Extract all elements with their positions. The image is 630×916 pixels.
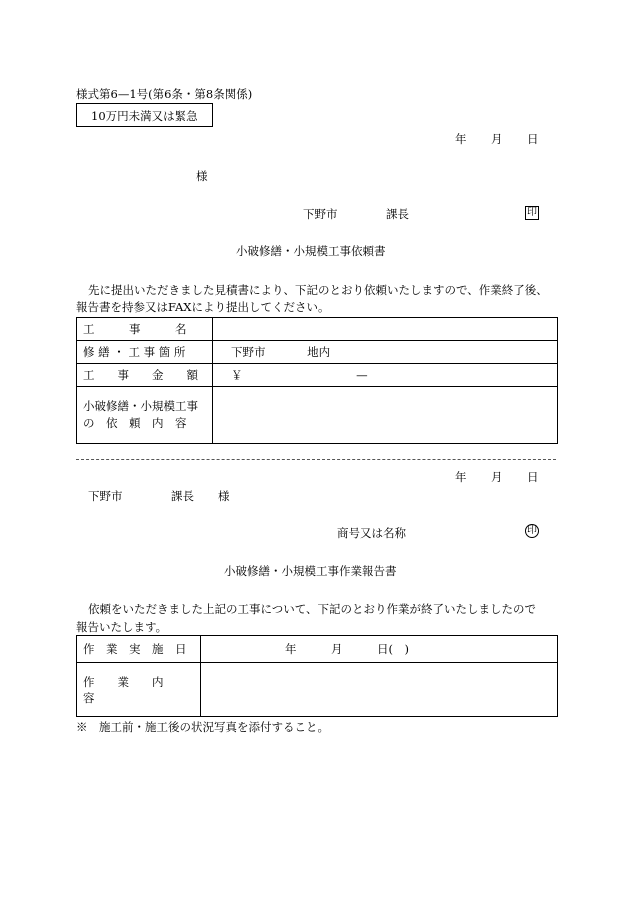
request-date-month: 月 [491,132,503,146]
request-title: 小破修繕・小規模工事依頼書 [236,244,386,258]
report-table [76,635,558,717]
request-body-line1: 先に提出いただきました見積書により、下記のとおり依頼いたしますので、作業終了後、 [88,283,548,297]
photo-note: ※ 施工前・施工後の状況写真を添付すること。 [76,720,329,734]
amount-dash: — [356,368,368,382]
work-content-value[interactable] [201,663,558,717]
report-title: 小破修繕・小規模工事作業報告書 [224,564,397,578]
request-content-label-line1: 小破修繕・小規模工事 [83,399,198,413]
report-addressee-title: 課長 [171,489,194,503]
request-table [76,317,558,444]
report-addressee-suffix: 様 [218,489,230,503]
construction-location-value[interactable] [213,341,558,364]
location-city: 下野市 [231,345,266,359]
construction-amount-label: 工 事 金 額 [77,364,213,387]
request-content-label [77,387,213,444]
report-body-line1: 依頼をいただきました上記の工事について、下記のとおり作業が終了いたしましたので [88,602,537,616]
request-body-line2: 報告書を持参又はFAXにより提出してください。 [76,300,330,314]
category-label: 10万円未満又は緊急 [91,109,198,123]
category-box [76,103,213,127]
report-date-year: 年 [455,470,467,484]
yen-sign: ￥ [231,368,243,382]
request-addressee-suffix: 様 [196,169,208,183]
report-addressee-city: 下野市 [88,489,123,503]
work-date-label: 作 業 実 施 日 [77,636,201,663]
trade-name-label: 商号又は名称 [337,526,406,540]
request-content-label-line2: の 依 頼 内 容 [83,416,187,430]
report-date-month: 月 [491,470,503,484]
construction-name-value[interactable] [213,318,558,341]
location-area: 地内 [307,345,331,359]
request-date-year: 年 [455,132,467,146]
work-content-label: 作 業 内 容 [77,663,201,717]
work-date-value[interactable]: 年 月 日( ) [201,636,558,663]
report-date-day: 日 [527,470,539,484]
report-body-line2: 報告いたします。 [76,620,168,634]
request-seal-icon: 印 [527,207,537,218]
request-content-value[interactable] [213,387,558,444]
request-issuer-city: 下野市 [303,207,338,221]
report-seal-icon: 印 [527,525,537,536]
construction-location-label: 修 繕 ・ 工 事 箇 所 [77,341,213,364]
construction-amount-value[interactable] [213,364,558,387]
construction-name-label: 工 事 名 [77,318,213,341]
section-divider [76,459,556,460]
form-number: 様式第6—1号(第6条・第8条関係) [76,87,253,101]
request-date-day: 日 [527,132,539,146]
request-issuer-title: 課長 [386,207,409,221]
